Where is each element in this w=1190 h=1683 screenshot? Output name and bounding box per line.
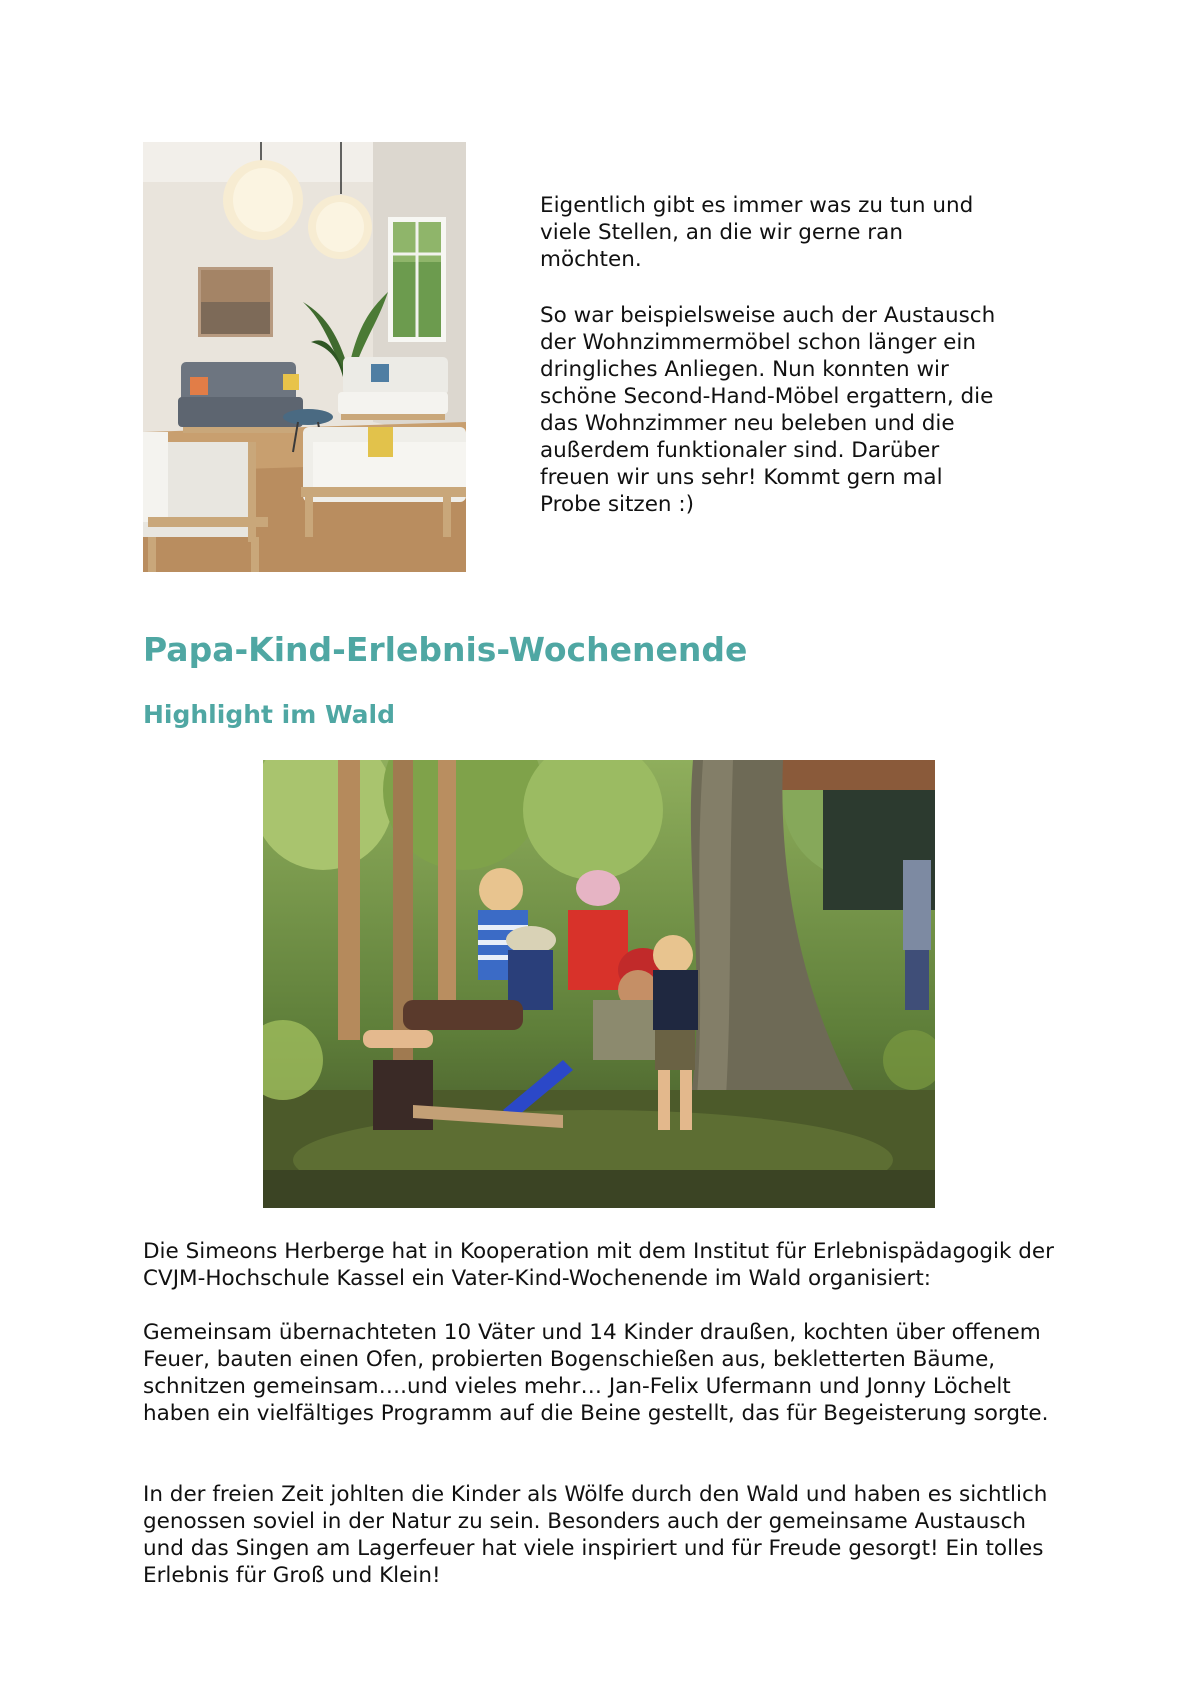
article-paragraph-1: Die Simeons Herberge hat in Kooperation mit dem Institut für Erlebnispädagogik der CVJM-Hochschule Kassel ein Vater-Kind-Wochenende im Wald organisiert: [143, 1239, 1054, 1291]
article-title: Papa-Kind-Erlebnis-Wochenende [143, 630, 748, 669]
article-subtitle: Highlight im Wald [143, 700, 396, 729]
article-paragraph-2: Gemeinsam übernachteten 10 Väter und 14 Kinder draußen, kochten über offenem Feuer, bauten einen Ofen, probierten Bogenschießen aus, bekletterten Bäume, schnitzen gemeinsam….und vieles mehr… Jan-Felix Ufermann und Jonny Löchelt haben ein vielfältiges Programm auf die Beine gestellt, das für Begeisterung sorgte. [143, 1320, 1049, 1426]
living-room-photo [143, 142, 466, 572]
article-paragraph-3: In der freien Zeit johlten die Kinder als Wölfe durch den Wald und haben es sichtlich genossen soviel in der Natur zu sein. Besonders auch der gemeinsame Austausch und das Singen am Lagerfeuer hat viele inspiriert und für Freude gesorgt! Ein tolles Erlebnis für Groß und Klein! [143, 1482, 1048, 1588]
forest-photo [263, 760, 935, 1208]
furniture-paragraph: So war beispielsweise auch der Austausch der Wohnzimmermöbel schon länger ein dringliches Anliegen. Nun konnten wir schöne Second-Hand-Möbel ergattern, die das Wohnzimmer neu beleben und die außerdem funktionaler sind. Darüber freuen wir uns sehr! Kommt gern mal Probe sitzen :) [540, 303, 996, 517]
intro-paragraph: Eigentlich gibt es immer was zu tun und viele Stellen, an die wir gerne ran möchten. [540, 193, 974, 272]
